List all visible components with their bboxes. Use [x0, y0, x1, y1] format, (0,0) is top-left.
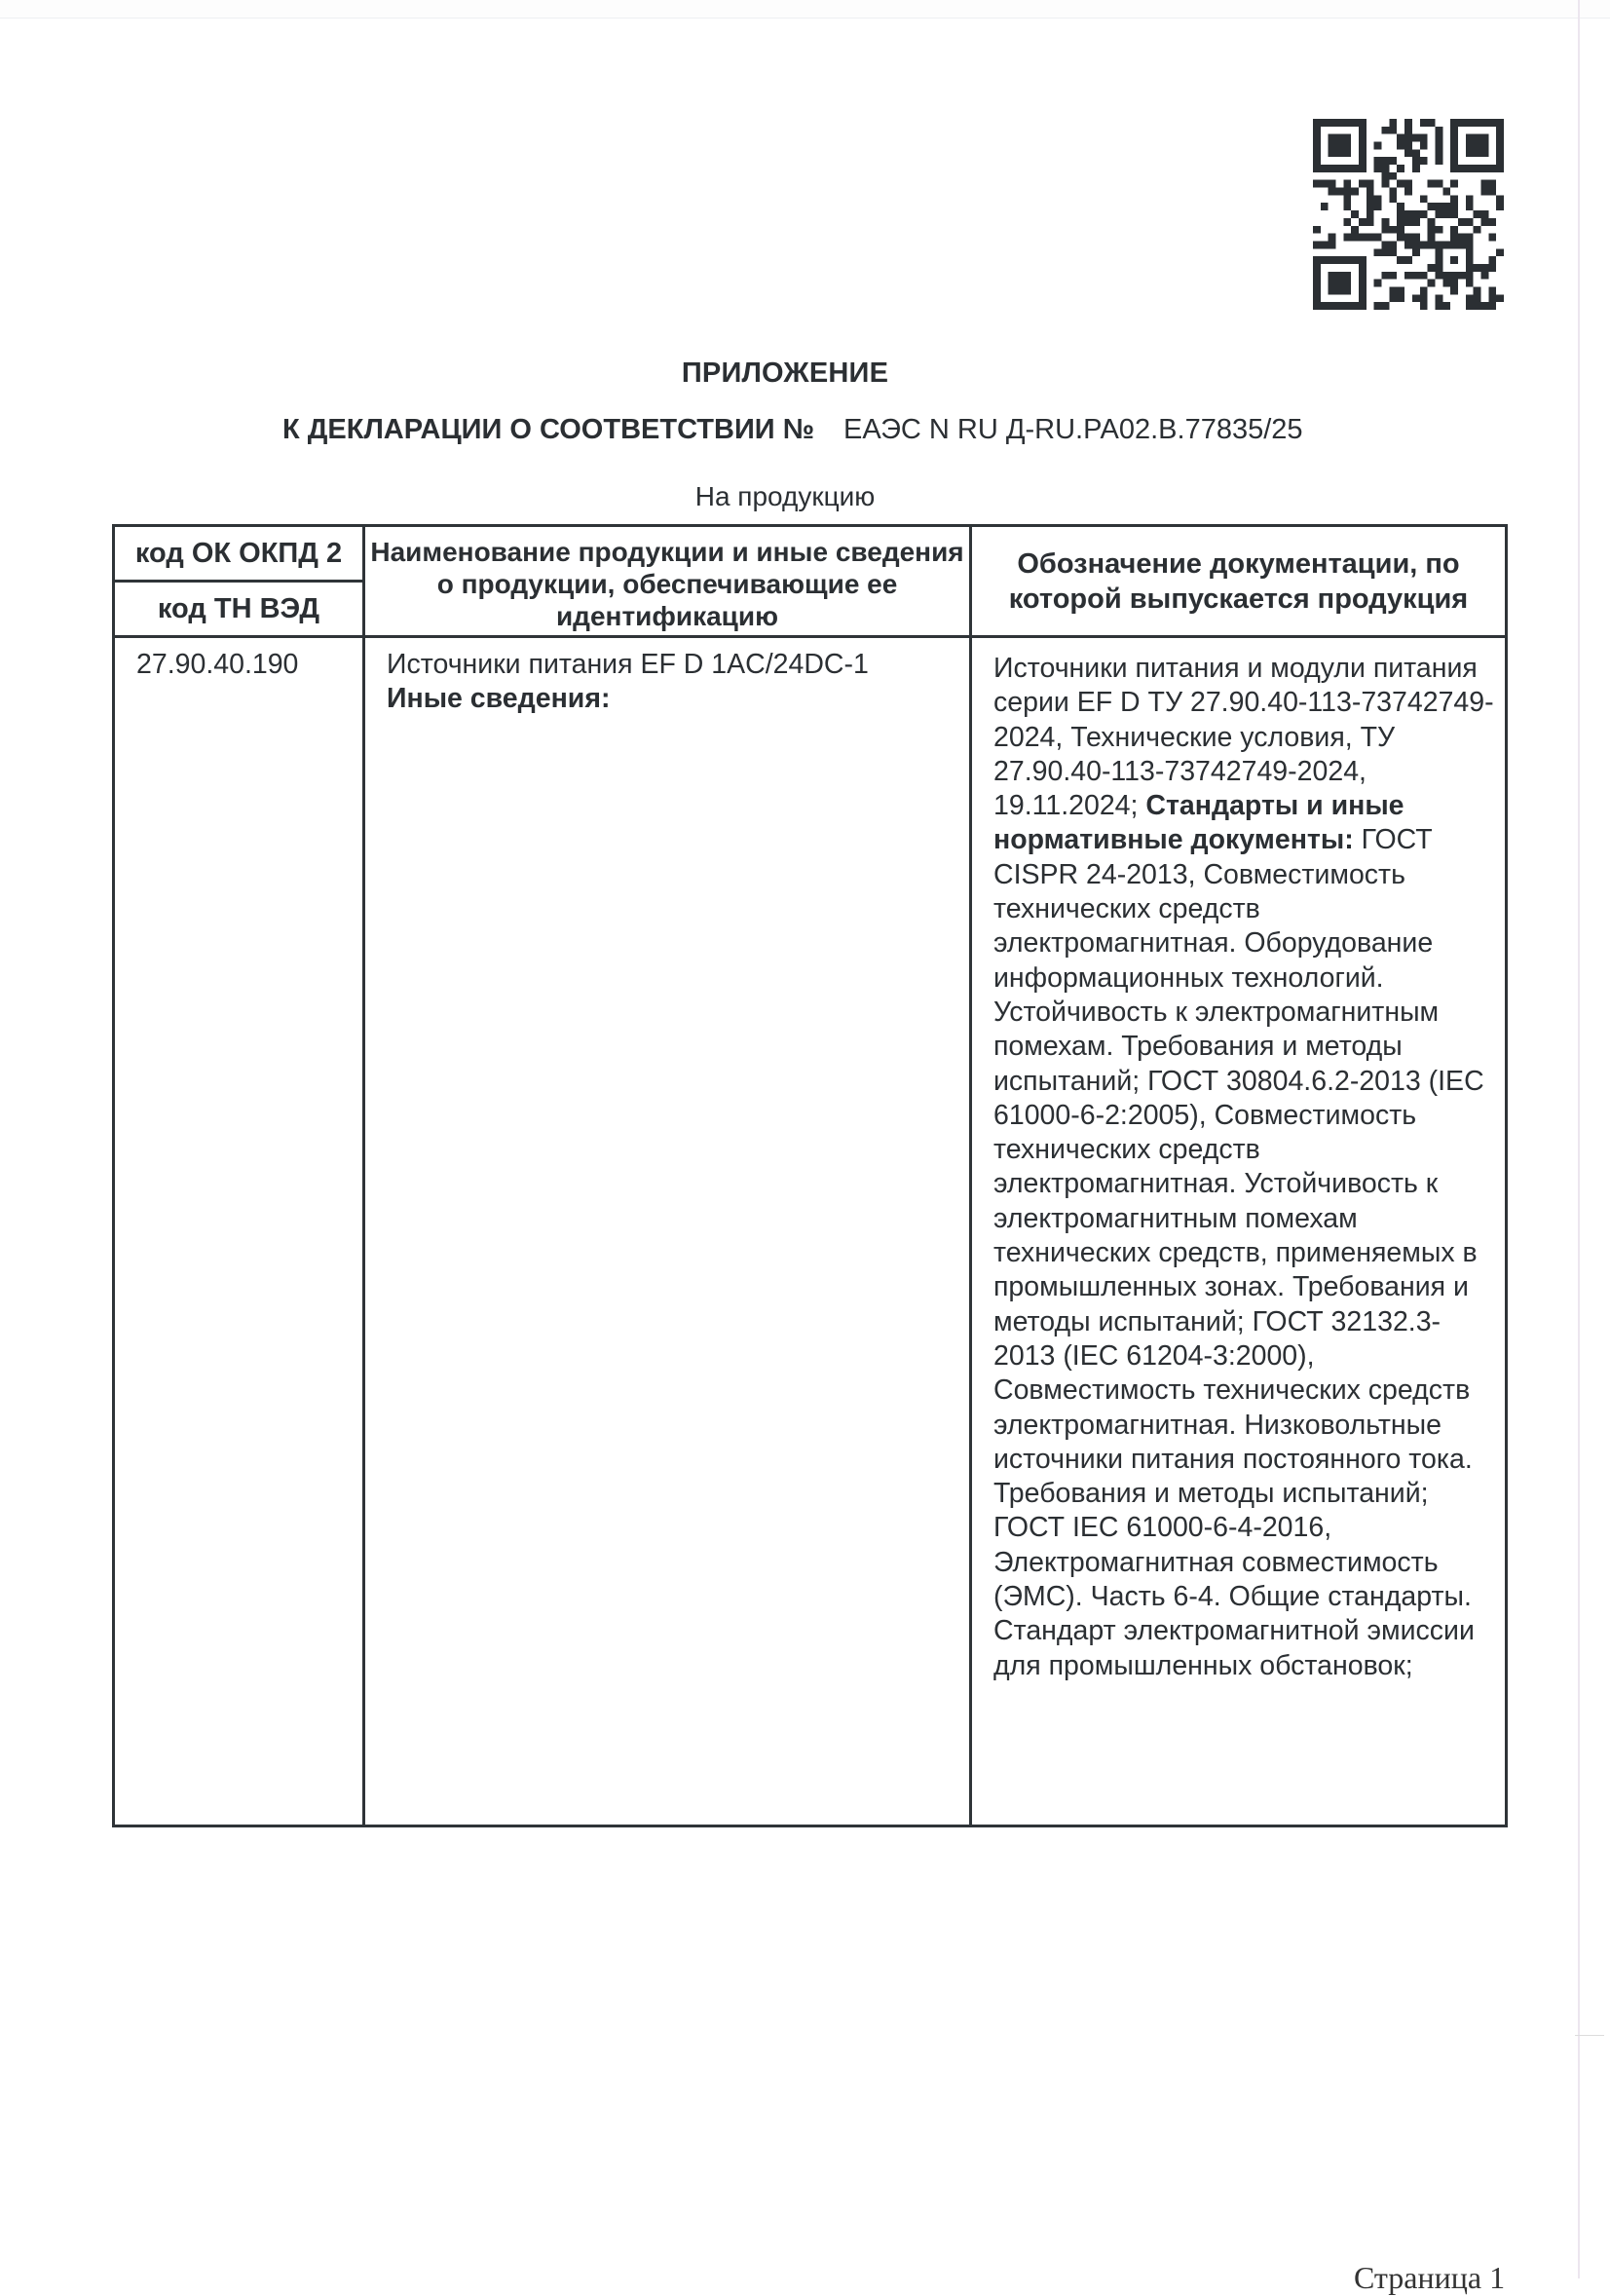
standards-text: ГОСТ CISPR 24-2013, Совместимость технических средств электромагнитная. Оборудование информационных технологий. Устойчивость к электромагнитным помехам. Требования и методы испытаний; ГОСТ 30804.6.2-2013 (IEC 61000-6-2:2005), Совместимость технических средств электромагнитная. Устойчивость к электромагнитным помехам технических средств, применяемых в промышленных зонах. Требования и методы испытаний; ГОСТ 32132.3-2013 (IEC 61204-3:2000), Совместимость технических средств электромагнитная. Низковольтные источники питания постоянного тока. Требования и методы испытаний; ГОСТ IEC 61000-6-4-2016, Электромагнитная совместимость (ЭМС). Часть 6-4. Общие стандарты. Стандарт электромагнитной эмиссии для промышленных обстановок; — [993, 824, 1484, 1681]
scan-right-edge — [1578, 0, 1580, 2278]
declaration-number: ЕАЭС N RU Д-RU.РА02.В.77835/25 — [843, 414, 1303, 445]
header-code-okpd2: код ОК ОКПД 2 — [114, 526, 364, 582]
documentation-main: Источники питания и модули питания серии EF D ТУ 27.90.40-113-73742749-2024, Технические условия, ТУ 27.90.40-113-73742749-2024, 19.11.2024; — [993, 653, 1494, 822]
scan-edge-mark — [1575, 2035, 1604, 2036]
declaration-label: К ДЕКЛАРАЦИИ О СООТВЕТСТВИИ № — [282, 414, 815, 445]
qr-code-icon — [1313, 119, 1504, 310]
cell-documentation — [971, 637, 1507, 1826]
cell-code: 27.90.40.190 — [114, 637, 364, 1826]
document-subtitle: На продукцию — [694, 481, 876, 511]
header-documentation: Обозначение документации, по которой выпускается продукция — [971, 526, 1507, 637]
header-product-name: Наименование продукции и иные сведения о продукции, обеспечивающие ее идентификацию — [364, 526, 971, 637]
page-number: Страница 1 — [1354, 2260, 1506, 2295]
standards-label: Стандарты и иные нормативные документы: — [993, 790, 1404, 856]
cell-product — [364, 637, 971, 1826]
scan-top-edge — [0, 0, 1610, 19]
product-name: Источники питания EF D 1AC/24DC-1 — [387, 649, 869, 680]
product-table — [112, 524, 1508, 1827]
table-row — [114, 637, 1507, 1826]
other-info-label: Иные сведения: — [387, 683, 611, 715]
document-title: ПРИЛОЖЕНИЕ — [681, 358, 889, 389]
table-header-row — [114, 526, 1507, 582]
header-code-tnved: код ТН ВЭД — [114, 582, 364, 637]
declaration-heading — [282, 414, 1303, 446]
